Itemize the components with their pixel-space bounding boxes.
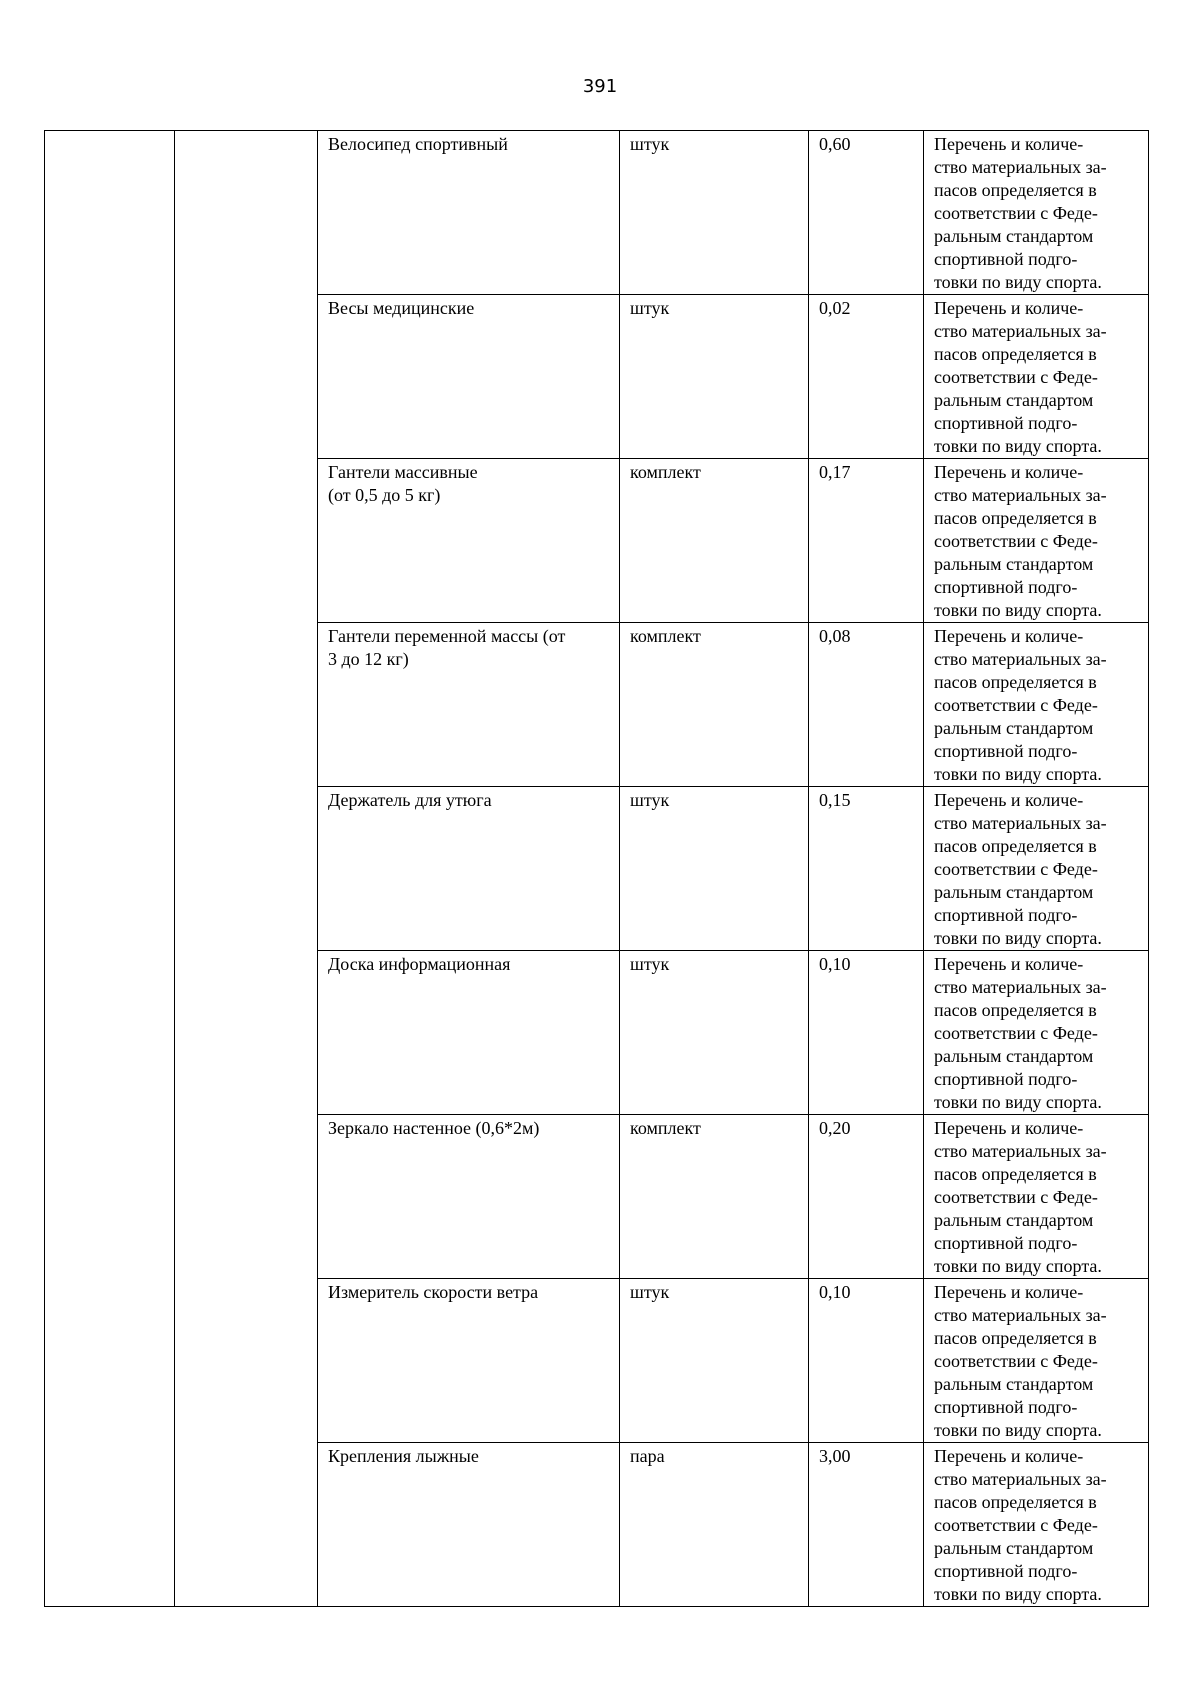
item-name-cell <box>318 787 620 951</box>
item-name-line: Доска информационная <box>328 954 511 974</box>
note-line: пасов определяется в <box>934 836 1097 856</box>
item-name-line: Зеркало настенное (0,6*2м) <box>328 1118 540 1138</box>
note-line: товки по виду спорта. <box>934 600 1102 620</box>
quantity-cell: 3,00 <box>809 1443 924 1607</box>
note-line: Перечень и количе- <box>934 790 1084 810</box>
note-cell <box>924 1279 1149 1443</box>
unit-cell: штук <box>620 1279 809 1443</box>
note-line: пасов определяется в <box>934 1164 1097 1184</box>
quantity-cell: 0,17 <box>809 459 924 623</box>
item-name-cell <box>318 295 620 459</box>
note-line: ство материальных за- <box>934 977 1107 997</box>
unit-cell: комплект <box>620 459 809 623</box>
note-line: соответствии с Феде- <box>934 1187 1098 1207</box>
item-name-line: (от 0,5 до 5 кг) <box>328 485 441 505</box>
item-name-line: Велосипед спортивный <box>328 134 508 154</box>
item-name-cell <box>318 459 620 623</box>
unit-cell: комплект <box>620 623 809 787</box>
item-name-line: Держатель для утюга <box>328 790 492 810</box>
note-cell <box>924 1115 1149 1279</box>
unit-cell: пара <box>620 1443 809 1607</box>
unit-cell: комплект <box>620 1115 809 1279</box>
note-line: спортивной подго- <box>934 413 1078 433</box>
note-line: соответствии с Феде- <box>934 203 1098 223</box>
note-line: ральным стандартом <box>934 1046 1094 1066</box>
note-cell <box>924 623 1149 787</box>
quantity-cell: 0,02 <box>809 295 924 459</box>
note-line: спортивной подго- <box>934 249 1078 269</box>
quantity-cell: 0,10 <box>809 1279 924 1443</box>
quantity-cell: 0,08 <box>809 623 924 787</box>
note-line: пасов определяется в <box>934 344 1097 364</box>
note-line: Перечень и количе- <box>934 954 1084 974</box>
item-name-cell <box>318 951 620 1115</box>
note-line: ральным стандартом <box>934 390 1094 410</box>
unit-cell: штук <box>620 295 809 459</box>
note-line: спортивной подго- <box>934 905 1078 925</box>
note-line: спортивной подго- <box>934 1561 1078 1581</box>
note-line: товки по виду спорта. <box>934 1256 1102 1276</box>
note-line: пасов определяется в <box>934 508 1097 528</box>
quantity-cell: 0,10 <box>809 951 924 1115</box>
note-line: товки по виду спорта. <box>934 1092 1102 1112</box>
merged-empty-cell-a <box>45 131 175 1607</box>
note-line: соответствии с Феде- <box>934 531 1098 551</box>
note-cell <box>924 131 1149 295</box>
note-line: спортивной подго- <box>934 577 1078 597</box>
note-line: товки по виду спорта. <box>934 928 1102 948</box>
note-line: соответствии с Феде- <box>934 1351 1098 1371</box>
note-line: товки по виду спорта. <box>934 436 1102 456</box>
note-line: пасов определяется в <box>934 180 1097 200</box>
unit-cell: штук <box>620 131 809 295</box>
item-name-cell <box>318 623 620 787</box>
note-line: ство материальных за- <box>934 157 1107 177</box>
unit-cell: штук <box>620 951 809 1115</box>
note-cell <box>924 459 1149 623</box>
note-cell <box>924 1443 1149 1607</box>
quantity-cell: 0,20 <box>809 1115 924 1279</box>
note-line: Перечень и количе- <box>934 1446 1084 1466</box>
note-line: Перечень и количе- <box>934 1118 1084 1138</box>
note-line: ство материальных за- <box>934 321 1107 341</box>
quantity-cell: 0,60 <box>809 131 924 295</box>
note-line: соответствии с Феде- <box>934 859 1098 879</box>
note-line: пасов определяется в <box>934 1492 1097 1512</box>
note-line: соответствии с Феде- <box>934 367 1098 387</box>
table-row <box>45 131 1149 295</box>
note-line: товки по виду спорта. <box>934 272 1102 292</box>
item-name-line: Весы медицинские <box>328 298 475 318</box>
item-name-line: Гантели переменной массы (от <box>328 626 566 646</box>
item-name-line: Гантели массивные <box>328 462 478 482</box>
note-line: ральным стандартом <box>934 882 1094 902</box>
note-line: ральным стандартом <box>934 554 1094 574</box>
note-line: спортивной подго- <box>934 1397 1078 1417</box>
page-number: 391 <box>582 76 618 97</box>
note-line: ральным стандартом <box>934 1374 1094 1394</box>
note-cell <box>924 295 1149 459</box>
item-name-cell <box>318 131 620 295</box>
equipment-table <box>44 130 1149 1607</box>
item-name-cell <box>318 1115 620 1279</box>
note-line: Перечень и количе- <box>934 626 1084 646</box>
note-line: Перечень и количе- <box>934 134 1084 154</box>
item-name-line: Крепления лыжные <box>328 1446 479 1466</box>
note-line: соответствии с Феде- <box>934 1023 1098 1043</box>
note-line: ральным стандартом <box>934 226 1094 246</box>
item-name-line: Измеритель скорости ветра <box>328 1282 539 1302</box>
note-line: Перечень и количе- <box>934 462 1084 482</box>
note-line: спортивной подго- <box>934 741 1078 761</box>
unit-cell: штук <box>620 787 809 951</box>
quantity-cell: 0,15 <box>809 787 924 951</box>
note-line: товки по виду спорта. <box>934 764 1102 784</box>
merged-empty-cell-b <box>175 131 318 1607</box>
note-line: спортивной подго- <box>934 1069 1078 1089</box>
item-name-cell <box>318 1443 620 1607</box>
note-line: пасов определяется в <box>934 1328 1097 1348</box>
note-line: ство материальных за- <box>934 1469 1107 1489</box>
note-line: ральным стандартом <box>934 1538 1094 1558</box>
table-body <box>45 131 1149 1607</box>
note-line: ство материальных за- <box>934 813 1107 833</box>
note-cell <box>924 951 1149 1115</box>
note-line: товки по виду спорта. <box>934 1584 1102 1604</box>
note-line: Перечень и количе- <box>934 298 1084 318</box>
note-line: пасов определяется в <box>934 1000 1097 1020</box>
note-line: ство материальных за- <box>934 1141 1107 1161</box>
note-line: ральным стандартом <box>934 718 1094 738</box>
note-line: ство материальных за- <box>934 1305 1107 1325</box>
note-line: ство материальных за- <box>934 485 1107 505</box>
item-name-cell <box>318 1279 620 1443</box>
note-line: соответствии с Феде- <box>934 695 1098 715</box>
note-line: соответствии с Феде- <box>934 1515 1098 1535</box>
note-cell <box>924 787 1149 951</box>
note-line: ральным стандартом <box>934 1210 1094 1230</box>
note-line: ство материальных за- <box>934 649 1107 669</box>
note-line: пасов определяется в <box>934 672 1097 692</box>
note-line: спортивной подго- <box>934 1233 1078 1253</box>
note-line: Перечень и количе- <box>934 1282 1084 1302</box>
item-name-line: 3 до 12 кг) <box>328 649 409 669</box>
note-line: товки по виду спорта. <box>934 1420 1102 1440</box>
